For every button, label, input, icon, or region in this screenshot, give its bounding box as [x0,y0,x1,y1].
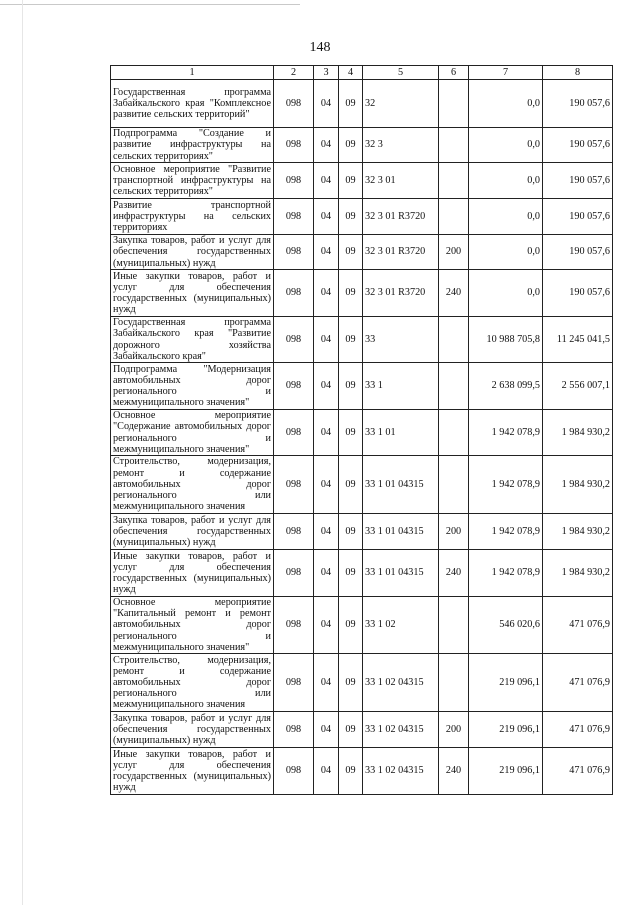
row-name-cell: Государственная программа Забайкальского края "Комплексное развитие сельских территорий" [111,80,274,128]
amount-2021-cell: 0,0 [469,270,543,317]
amount-2022-cell: 471 076,9 [543,712,613,748]
row-name-cell: Подпрограмма "Модернизация автомобильных дорог регионального и межмуниципального значения" [111,363,274,410]
subsection-code-cell: 09 [339,410,363,456]
subsection-code-cell: 09 [339,597,363,654]
target-article-cell: 32 3 [363,128,439,163]
amount-2021-cell: 1 942 078,9 [469,410,543,456]
amount-2022-cell: 190 057,6 [543,128,613,163]
column-header: 1 [111,66,274,80]
amount-2021-cell: 0,0 [469,163,543,199]
expense-type-cell [439,163,469,199]
amount-2021-cell: 0,0 [469,235,543,270]
table-row [111,235,613,270]
target-article-cell: 33 1 [363,363,439,410]
amount-2021-cell: 1 942 078,9 [469,456,543,514]
expense-type-cell: 200 [439,235,469,270]
amount-2022-cell: 190 057,6 [543,199,613,235]
expense-type-cell: 240 [439,270,469,317]
section-code-cell: 04 [314,270,339,317]
expense-type-cell [439,363,469,410]
subsection-code-cell: 09 [339,550,363,597]
table-row [111,597,613,654]
amount-2022-cell: 2 556 007,1 [543,363,613,410]
table-row [111,317,613,363]
amount-2021-cell: 546 020,6 [469,597,543,654]
department-code-cell: 098 [274,80,314,128]
amount-2022-cell: 1 984 930,2 [543,456,613,514]
amount-2022-cell: 190 057,6 [543,270,613,317]
target-article-cell: 32 [363,80,439,128]
section-code-cell: 04 [314,80,339,128]
department-code-cell: 098 [274,514,314,550]
table-row [111,514,613,550]
amount-2022-cell: 471 076,9 [543,748,613,795]
subsection-code-cell: 09 [339,80,363,128]
column-header: 6 [439,66,469,80]
section-code-cell: 04 [314,235,339,270]
amount-2022-cell: 1 984 930,2 [543,550,613,597]
department-code-cell: 098 [274,270,314,317]
subsection-code-cell: 09 [339,456,363,514]
amount-2022-cell: 11 245 041,5 [543,317,613,363]
subsection-code-cell: 09 [339,317,363,363]
section-code-cell: 04 [314,163,339,199]
column-header: 8 [543,66,613,80]
section-code-cell: 04 [314,199,339,235]
row-name-cell: Основное мероприятие "Капитальный ремонт и ремонт автомобильных дорог регионального и межмуниципального значения" [111,597,274,654]
table-row [111,748,613,795]
section-code-cell: 04 [314,317,339,363]
subsection-code-cell: 09 [339,363,363,410]
amount-2022-cell: 471 076,9 [543,597,613,654]
table-row [111,410,613,456]
table-row [111,199,613,235]
expense-type-cell: 200 [439,712,469,748]
department-code-cell: 098 [274,410,314,456]
amount-2021-cell: 1 942 078,9 [469,514,543,550]
section-code-cell: 04 [314,748,339,795]
section-code-cell: 04 [314,550,339,597]
amount-2021-cell: 0,0 [469,199,543,235]
target-article-cell: 32 3 01 R3720 [363,270,439,317]
row-name-cell: Строительство, модернизация, ремонт и содержание автомобильных дорог регионального или межмуниципального значения [111,456,274,514]
amount-2022-cell: 471 076,9 [543,654,613,712]
table-row [111,550,613,597]
amount-2022-cell: 1 984 930,2 [543,514,613,550]
amount-2021-cell: 0,0 [469,128,543,163]
department-code-cell: 098 [274,235,314,270]
row-name-cell: Строительство, модернизация, ремонт и содержание автомобильных дорог регионального или межмуниципального значения [111,654,274,712]
table-row [111,654,613,712]
row-name-cell: Государственная программа Забайкальского края "Развитие дорожного хозяйства Забайкальского края" [111,317,274,363]
section-code-cell: 04 [314,654,339,712]
section-code-cell: 04 [314,597,339,654]
amount-2022-cell: 190 057,6 [543,235,613,270]
subsection-code-cell: 09 [339,128,363,163]
subsection-code-cell: 09 [339,712,363,748]
target-article-cell: 32 3 01 R3720 [363,199,439,235]
target-article-cell: 33 1 02 [363,597,439,654]
target-article-cell: 33 1 01 04315 [363,550,439,597]
scan-line-left [22,0,23,905]
amount-2021-cell: 10 988 705,8 [469,317,543,363]
column-header: 3 [314,66,339,80]
subsection-code-cell: 09 [339,163,363,199]
table-row [111,80,613,128]
table-row [111,128,613,163]
row-name-cell: Подпрограмма "Создание и развитие инфраструктуры на сельских территориях" [111,128,274,163]
department-code-cell: 098 [274,712,314,748]
department-code-cell: 098 [274,550,314,597]
section-code-cell: 04 [314,514,339,550]
subsection-code-cell: 09 [339,199,363,235]
target-article-cell: 33 1 02 04315 [363,748,439,795]
expense-type-cell [439,128,469,163]
department-code-cell: 098 [274,748,314,795]
target-article-cell: 33 1 02 04315 [363,712,439,748]
expense-type-cell [439,456,469,514]
target-article-cell: 33 1 01 04315 [363,514,439,550]
section-code-cell: 04 [314,128,339,163]
amount-2021-cell: 219 096,1 [469,748,543,795]
row-name-cell: Закупка товаров, работ и услуг для обеспечения государственных (муниципальных) нужд [111,235,274,270]
subsection-code-cell: 09 [339,514,363,550]
amount-2021-cell: 1 942 078,9 [469,550,543,597]
column-header: 4 [339,66,363,80]
department-code-cell: 098 [274,654,314,712]
row-name-cell: Основное мероприятие "Содержание автомобильных дорог регионального и межмуниципального значения" [111,410,274,456]
expense-type-cell [439,654,469,712]
department-code-cell: 098 [274,199,314,235]
column-header: 5 [363,66,439,80]
column-header: 2 [274,66,314,80]
subsection-code-cell: 09 [339,270,363,317]
target-article-cell: 33 1 01 04315 [363,456,439,514]
row-name-cell: Закупка товаров, работ и услуг для обеспечения государственных (муниципальных) нужд [111,712,274,748]
department-code-cell: 098 [274,317,314,363]
column-header: 7 [469,66,543,80]
row-name-cell: Развитие транспортной инфраструктуры на сельских территориях [111,199,274,235]
section-code-cell: 04 [314,712,339,748]
expense-type-cell [439,410,469,456]
department-code-cell: 098 [274,597,314,654]
expense-type-cell [439,80,469,128]
amount-2021-cell: 2 638 099,5 [469,363,543,410]
table-row [111,712,613,748]
target-article-cell: 33 1 01 [363,410,439,456]
target-article-cell: 33 1 02 04315 [363,654,439,712]
scan-line-top [0,4,300,5]
row-name-cell: Закупка товаров, работ и услуг для обеспечения государственных (муниципальных) нужд [111,514,274,550]
department-code-cell: 098 [274,128,314,163]
row-name-cell: Основное мероприятие "Развитие транспортной инфраструктуры на сельских территориях" [111,163,274,199]
row-name-cell: Иные закупки товаров, работ и услуг для обеспечения государственных (муниципальных) нужд [111,748,274,795]
section-code-cell: 04 [314,363,339,410]
department-code-cell: 098 [274,456,314,514]
amount-2021-cell: 219 096,1 [469,654,543,712]
table-header-row [111,66,613,80]
department-code-cell: 098 [274,163,314,199]
expense-type-cell [439,317,469,363]
section-code-cell: 04 [314,456,339,514]
row-name-cell: Иные закупки товаров, работ и услуг для обеспечения государственных (муниципальных) нужд [111,550,274,597]
table-row [111,363,613,410]
amount-2021-cell: 0,0 [469,80,543,128]
expense-type-cell [439,199,469,235]
expense-type-cell [439,597,469,654]
target-article-cell: 32 3 01 [363,163,439,199]
table-row [111,270,613,317]
amount-2022-cell: 1 984 930,2 [543,410,613,456]
subsection-code-cell: 09 [339,235,363,270]
amount-2022-cell: 190 057,6 [543,163,613,199]
page-number: 148 [309,40,331,55]
expense-type-cell: 240 [439,550,469,597]
expense-type-cell: 200 [439,514,469,550]
budget-table [110,65,613,795]
subsection-code-cell: 09 [339,654,363,712]
section-code-cell: 04 [314,410,339,456]
expense-type-cell: 240 [439,748,469,795]
department-code-cell: 098 [274,363,314,410]
row-name-cell: Иные закупки товаров, работ и услуг для обеспечения государственных (муниципальных) нужд [111,270,274,317]
target-article-cell: 32 3 01 R3720 [363,235,439,270]
amount-2021-cell: 219 096,1 [469,712,543,748]
table-row [111,456,613,514]
subsection-code-cell: 09 [339,748,363,795]
target-article-cell: 33 [363,317,439,363]
table-row [111,163,613,199]
amount-2022-cell: 190 057,6 [543,80,613,128]
